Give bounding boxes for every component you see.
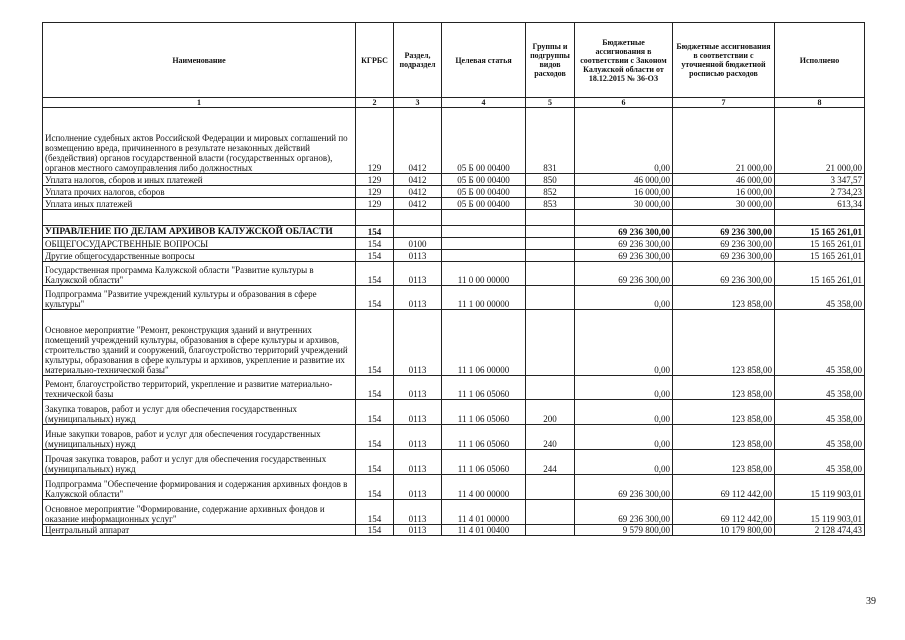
- cell-zakon: 0,00: [575, 450, 673, 475]
- cell-name: Центральный аппарат: [43, 525, 356, 536]
- cell-name: Уплата налогов, сборов и иных платежей: [43, 174, 356, 186]
- table-row: [43, 174, 865, 186]
- cell-name: Ремонт, благоустройство территорий, укрепление и развитие материально-технической базы: [43, 376, 356, 400]
- cell-vid: [526, 310, 575, 376]
- cell-razdel: 0412: [394, 186, 442, 198]
- cell-ispolneno: 45 358,00: [775, 400, 865, 425]
- cell-ispolneno: 45 358,00: [775, 310, 865, 376]
- cell-ispolneno: 45 358,00: [775, 450, 865, 475]
- budget-table-body: [43, 108, 865, 536]
- cell-vid: [526, 210, 575, 226]
- cell-razdel: 0113: [394, 450, 442, 475]
- header-kgrbs: КГРБС: [356, 23, 394, 98]
- header-name: Наименование: [43, 23, 356, 98]
- cell-zakon: 69 236 300,00: [575, 226, 673, 238]
- cell-name: Иные закупки товаров, работ и услуг для обеспечения государственных (муниципальных) нужд: [43, 425, 356, 450]
- cell-cel: 11 1 00 00000: [442, 286, 526, 310]
- column-number: 8: [775, 98, 865, 108]
- cell-rospis: 69 236 300,00: [673, 250, 775, 262]
- table-row: [43, 450, 865, 475]
- cell-rospis: 46 000,00: [673, 174, 775, 186]
- cell-razdel: [394, 226, 442, 238]
- cell-kgrbs: 154: [356, 425, 394, 450]
- cell-zakon: [575, 210, 673, 226]
- cell-razdel: 0113: [394, 310, 442, 376]
- column-number: 6: [575, 98, 673, 108]
- cell-zakon: 69 236 300,00: [575, 262, 673, 286]
- cell-zakon: 0,00: [575, 376, 673, 400]
- cell-cel: 05 Б 00 00400: [442, 198, 526, 210]
- budget-table: [42, 22, 865, 536]
- column-number: 3: [394, 98, 442, 108]
- cell-vid: [526, 525, 575, 536]
- cell-vid: [526, 226, 575, 238]
- cell-kgrbs: 154: [356, 310, 394, 376]
- cell-cel: 11 1 06 00000: [442, 310, 526, 376]
- header-zakon: Бюджетные ассигнования в соответствии с Законом Калужской области от 18.12.2015 № 36-ОЗ: [575, 23, 673, 98]
- cell-zakon: 9 579 800,00: [575, 525, 673, 536]
- cell-cel: [442, 210, 526, 226]
- cell-name: Подпрограмма "Развитие учреждений культуры и образования в сфере культуры": [43, 286, 356, 310]
- cell-vid: [526, 262, 575, 286]
- cell-name: Уплата иных платежей: [43, 198, 356, 210]
- cell-razdel: 0113: [394, 250, 442, 262]
- cell-razdel: 0412: [394, 198, 442, 210]
- cell-rospis: 21 000,00: [673, 108, 775, 174]
- cell-kgrbs: 154: [356, 475, 394, 500]
- cell-cel: 05 Б 00 00400: [442, 108, 526, 174]
- cell-ispolneno: 21 000,00: [775, 108, 865, 174]
- cell-vid: 240: [526, 425, 575, 450]
- table-row: [43, 198, 865, 210]
- cell-name: Другие общегосударственные вопросы: [43, 250, 356, 262]
- cell-ispolneno: 15 165 261,01: [775, 226, 865, 238]
- cell-zakon: 46 000,00: [575, 174, 673, 186]
- cell-name: ОБЩЕГОСУДАРСТВЕННЫЕ ВОПРОСЫ: [43, 238, 356, 250]
- cell-razdel: 0113: [394, 425, 442, 450]
- table-row: [43, 425, 865, 450]
- cell-vid: 853: [526, 198, 575, 210]
- cell-zakon: 69 236 300,00: [575, 238, 673, 250]
- cell-kgrbs: 129: [356, 198, 394, 210]
- cell-razdel: 0113: [394, 525, 442, 536]
- cell-cel: [442, 238, 526, 250]
- cell-kgrbs: 129: [356, 108, 394, 174]
- cell-name: Подпрограмма "Обеспечение формирования и содержания архивных фондов в Калужской области": [43, 475, 356, 500]
- cell-rospis: 69 236 300,00: [673, 262, 775, 286]
- cell-cel: 11 1 06 05060: [442, 400, 526, 425]
- table-row: [43, 262, 865, 286]
- header-cel: Целевая статья: [442, 23, 526, 98]
- cell-kgrbs: 154: [356, 376, 394, 400]
- column-number: 5: [526, 98, 575, 108]
- header-vid: Группы и подгруппы видов расходов: [526, 23, 575, 98]
- cell-cel: 05 Б 00 00400: [442, 174, 526, 186]
- cell-kgrbs: [356, 210, 394, 226]
- cell-razdel: 0113: [394, 376, 442, 400]
- cell-cel: 11 1 06 05060: [442, 425, 526, 450]
- cell-name: [43, 210, 356, 226]
- cell-kgrbs: 154: [356, 250, 394, 262]
- cell-vid: [526, 286, 575, 310]
- cell-vid: 852: [526, 186, 575, 198]
- cell-vid: [526, 250, 575, 262]
- cell-cel: 11 1 06 05060: [442, 376, 526, 400]
- cell-vid: [526, 475, 575, 500]
- cell-zakon: 30 000,00: [575, 198, 673, 210]
- cell-zakon: 69 236 300,00: [575, 475, 673, 500]
- cell-razdel: 0412: [394, 174, 442, 186]
- header-ispolneno: Исполнено: [775, 23, 865, 98]
- page-number: 39: [866, 596, 876, 607]
- cell-ispolneno: [775, 210, 865, 226]
- table-row: [43, 226, 865, 238]
- table-row: [43, 525, 865, 536]
- table-row: [43, 250, 865, 262]
- cell-kgrbs: 129: [356, 174, 394, 186]
- cell-cel: 05 Б 00 00400: [442, 186, 526, 198]
- table-row: [43, 210, 865, 226]
- cell-kgrbs: 154: [356, 262, 394, 286]
- cell-zakon: 69 236 300,00: [575, 250, 673, 262]
- column-number: 1: [43, 98, 356, 108]
- cell-zakon: 0,00: [575, 108, 673, 174]
- table-row: [43, 500, 865, 525]
- cell-rospis: 69 236 300,00: [673, 238, 775, 250]
- cell-rospis: [673, 210, 775, 226]
- cell-cel: 11 0 00 00000: [442, 262, 526, 286]
- cell-cel: 11 1 06 05060: [442, 450, 526, 475]
- table-row: [43, 108, 865, 174]
- cell-razdel: 0412: [394, 108, 442, 174]
- cell-ispolneno: 15 119 903,01: [775, 500, 865, 525]
- column-number-row: [43, 98, 865, 108]
- cell-name: Закупка товаров, работ и услуг для обеспечения государственных (муниципальных) нужд: [43, 400, 356, 425]
- table-row: [43, 400, 865, 425]
- cell-razdel: 0113: [394, 500, 442, 525]
- cell-vid: [526, 376, 575, 400]
- cell-rospis: 123 858,00: [673, 450, 775, 475]
- cell-vid: 244: [526, 450, 575, 475]
- cell-name: Прочая закупка товаров, работ и услуг для обеспечения государственных (муниципальных) нужд: [43, 450, 356, 475]
- column-number: 4: [442, 98, 526, 108]
- cell-ispolneno: 2 734,23: [775, 186, 865, 198]
- cell-razdel: 0113: [394, 475, 442, 500]
- cell-vid: [526, 238, 575, 250]
- cell-ispolneno: 45 358,00: [775, 425, 865, 450]
- cell-razdel: 0113: [394, 286, 442, 310]
- cell-cel: 11 4 01 00400: [442, 525, 526, 536]
- cell-vid: [526, 500, 575, 525]
- cell-kgrbs: 154: [356, 450, 394, 475]
- column-number: 7: [673, 98, 775, 108]
- cell-rospis: 30 000,00: [673, 198, 775, 210]
- cell-cel: 11 4 00 00000: [442, 475, 526, 500]
- cell-rospis: 69 112 442,00: [673, 500, 775, 525]
- cell-razdel: 0100: [394, 238, 442, 250]
- cell-rospis: 69 236 300,00: [673, 226, 775, 238]
- cell-zakon: 0,00: [575, 310, 673, 376]
- cell-kgrbs: 154: [356, 500, 394, 525]
- cell-name: Основное мероприятие "Ремонт, реконструкция зданий и внутренних помещений учреждений культуры, образования в сфере культуры и архивов, строительство зданий и сооружений, благоустройство территорий учреждений культуры, образования в сфере культуры и архивов, укрепление и развитие их материально-технической базы": [43, 310, 356, 376]
- cell-rospis: 16 000,00: [673, 186, 775, 198]
- cell-ispolneno: 2 128 474,43: [775, 525, 865, 536]
- cell-cel: [442, 250, 526, 262]
- cell-ispolneno: 613,34: [775, 198, 865, 210]
- table-row: [43, 376, 865, 400]
- header-row: [43, 23, 865, 98]
- cell-name: Уплата прочих налогов, сборов: [43, 186, 356, 198]
- cell-rospis: 123 858,00: [673, 376, 775, 400]
- cell-zakon: 0,00: [575, 400, 673, 425]
- table-row: [43, 238, 865, 250]
- cell-ispolneno: 3 347,57: [775, 174, 865, 186]
- cell-razdel: 0113: [394, 262, 442, 286]
- cell-zakon: 16 000,00: [575, 186, 673, 198]
- cell-kgrbs: 129: [356, 186, 394, 198]
- table-row: [43, 286, 865, 310]
- cell-rospis: 10 179 800,00: [673, 525, 775, 536]
- cell-razdel: [394, 210, 442, 226]
- cell-kgrbs: 154: [356, 226, 394, 238]
- cell-razdel: 0113: [394, 400, 442, 425]
- cell-vid: 850: [526, 174, 575, 186]
- cell-cel: 11 4 01 00000: [442, 500, 526, 525]
- cell-ispolneno: 45 358,00: [775, 286, 865, 310]
- cell-ispolneno: 45 358,00: [775, 376, 865, 400]
- cell-name: Основное мероприятие "Формирование, содержание архивных фондов и оказание информационных услуг": [43, 500, 356, 525]
- table-row: [43, 310, 865, 376]
- cell-rospis: 123 858,00: [673, 400, 775, 425]
- cell-kgrbs: 154: [356, 238, 394, 250]
- cell-rospis: 123 858,00: [673, 286, 775, 310]
- column-number: 2: [356, 98, 394, 108]
- table-row: [43, 475, 865, 500]
- cell-rospis: 69 112 442,00: [673, 475, 775, 500]
- cell-zakon: 0,00: [575, 286, 673, 310]
- cell-ispolneno: 15 165 261,01: [775, 262, 865, 286]
- cell-kgrbs: 154: [356, 286, 394, 310]
- cell-cel: [442, 226, 526, 238]
- cell-zakon: 0,00: [575, 425, 673, 450]
- cell-ispolneno: 15 165 261,01: [775, 250, 865, 262]
- cell-rospis: 123 858,00: [673, 310, 775, 376]
- cell-name: Исполнение судебных актов Российской Федерации и мировых соглашений по возмещению вреда, причиненного в результате незаконных действий (бездействия) органов государственной власти (государственных органов), органов местного самоуправления либо должностных: [43, 108, 356, 174]
- cell-kgrbs: 154: [356, 525, 394, 536]
- header-razdel: Раздел, подраздел: [394, 23, 442, 98]
- cell-vid: 831: [526, 108, 575, 174]
- cell-kgrbs: 154: [356, 400, 394, 425]
- cell-name: УПРАВЛЕНИЕ ПО ДЕЛАМ АРХИВОВ КАЛУЖСКОЙ ОБЛАСТИ: [43, 226, 356, 238]
- cell-ispolneno: 15 119 903,01: [775, 475, 865, 500]
- cell-zakon: 69 236 300,00: [575, 500, 673, 525]
- cell-vid: 200: [526, 400, 575, 425]
- cell-ispolneno: 15 165 261,01: [775, 238, 865, 250]
- cell-rospis: 123 858,00: [673, 425, 775, 450]
- cell-name: Государственная программа Калужской области "Развитие культуры в Калужской области": [43, 262, 356, 286]
- header-rospis: Бюджетные ассигнования в соответствии с уточненной бюджетной росписью расходов: [673, 23, 775, 98]
- table-row: [43, 186, 865, 198]
